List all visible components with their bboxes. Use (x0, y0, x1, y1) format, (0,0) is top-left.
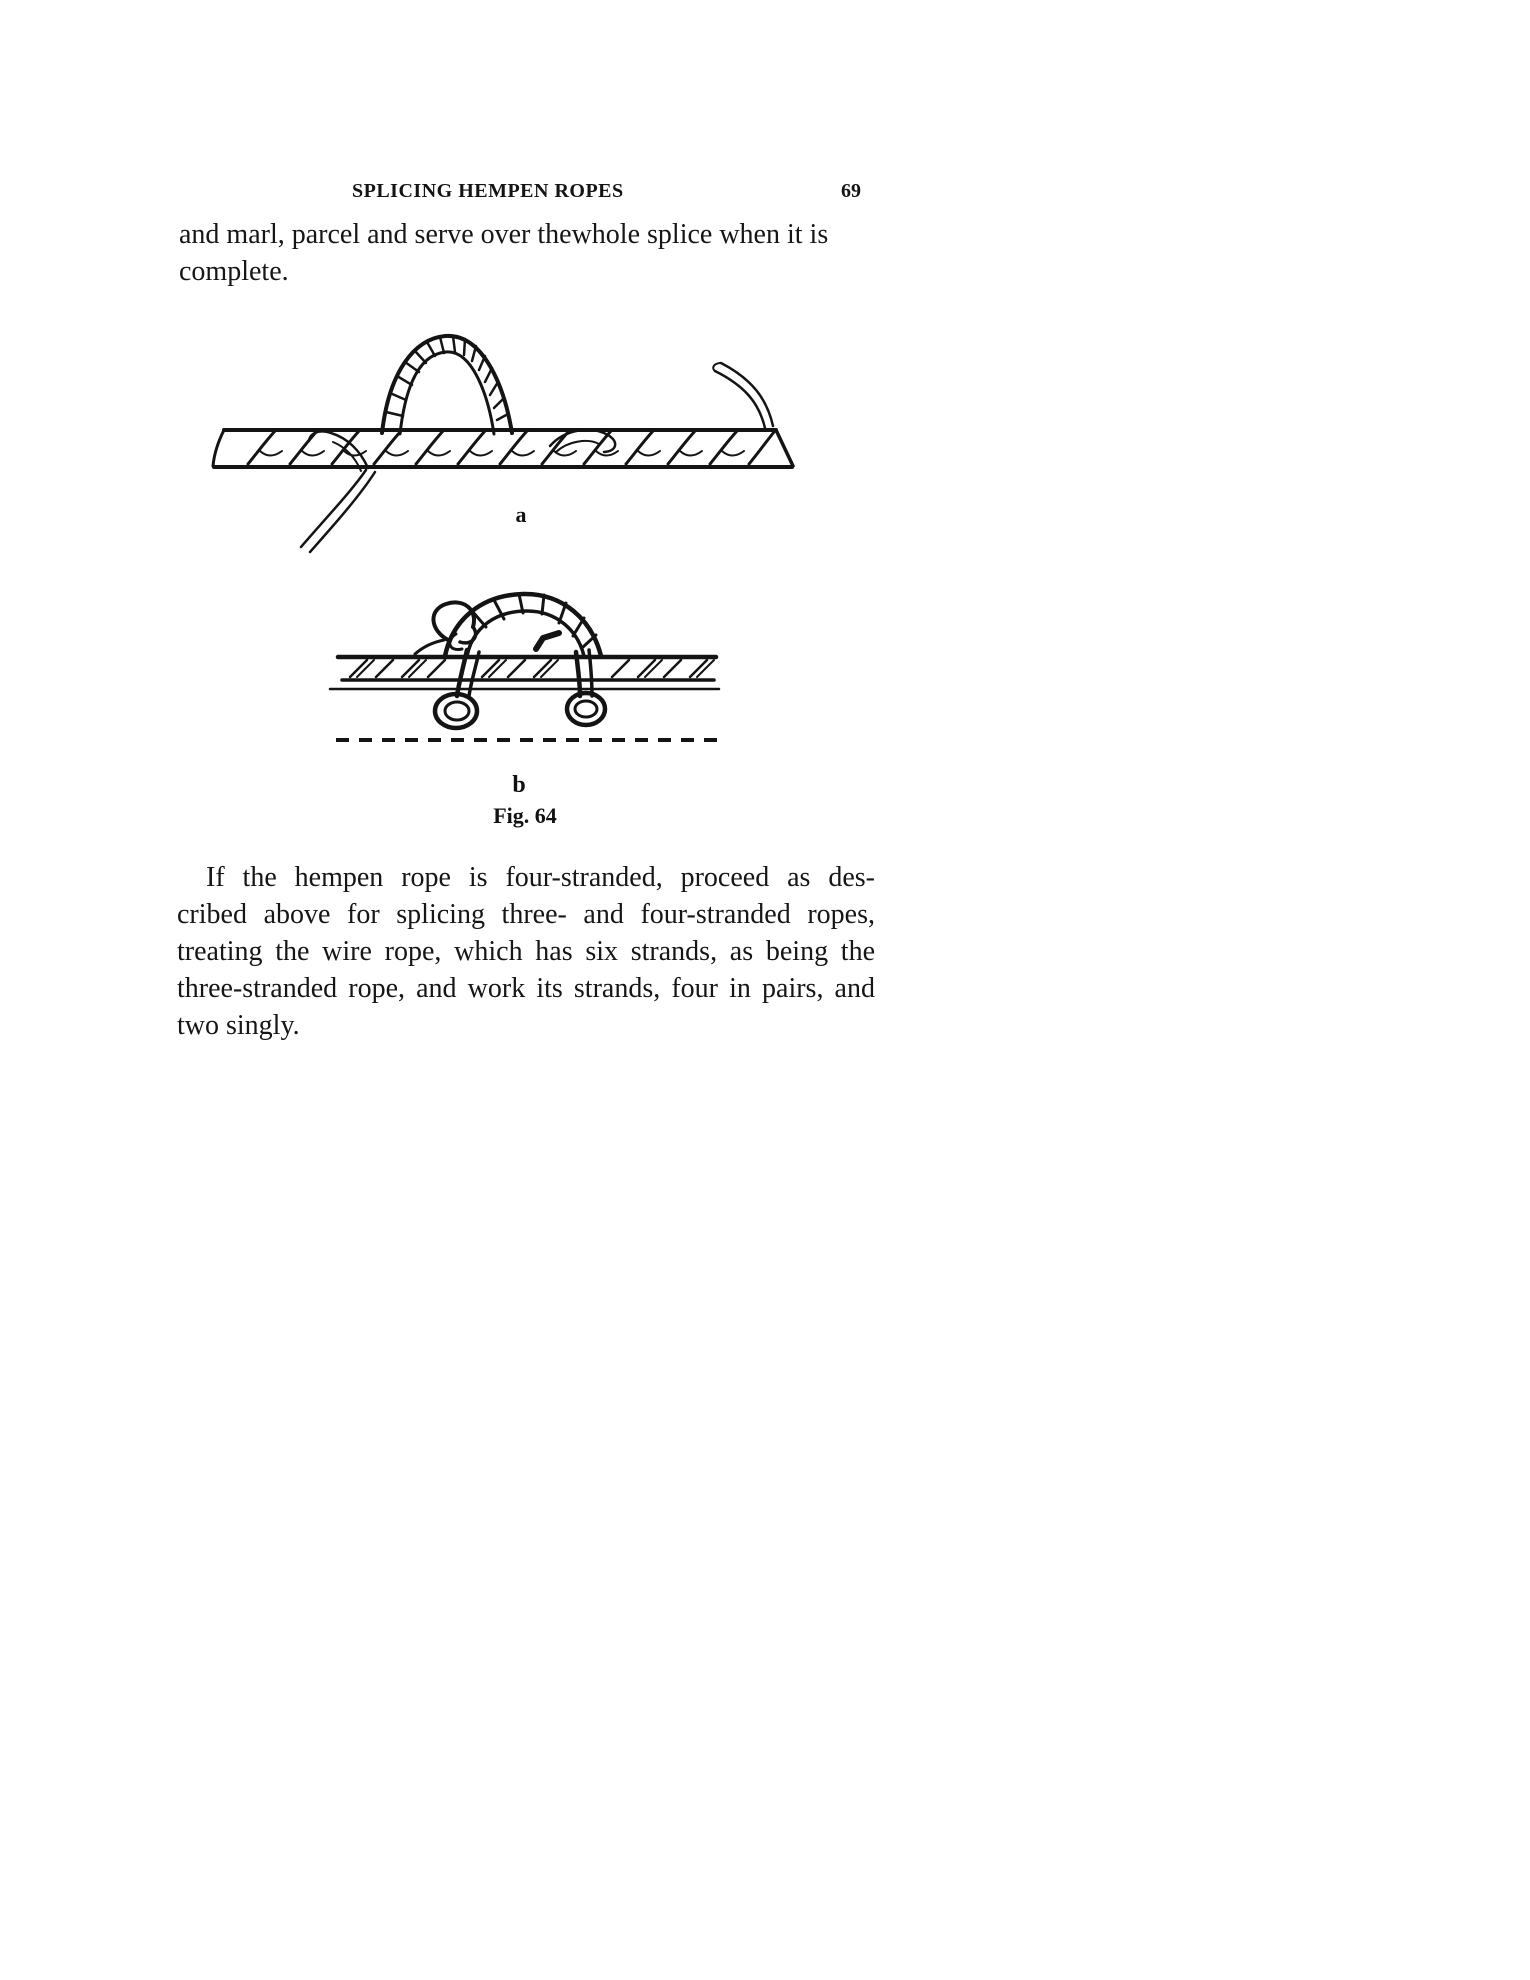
body-paragraph (177, 859, 875, 1044)
body-paragraph-line: three-stranded rope, and work its strands, four in pairs, and (177, 973, 875, 1004)
body-paragraph-line: treating the wire rope, which has six strands, as being the (177, 936, 875, 967)
figure-a-label: a (515, 502, 527, 527)
body-paragraph-line: If the hempen rope is four-stranded, proceed as des- (206, 862, 875, 893)
body-paragraph-line: cribed above for splicing three- and four-stranded ropes, (177, 899, 875, 930)
page-header-title: SPLICING HEMPEN ROPES (352, 180, 624, 202)
intro-paragraph (179, 216, 859, 290)
figure-caption: Fig. 64 (493, 803, 557, 828)
page-number: 69 (841, 180, 861, 202)
intro-paragraph-line: and marl, parcel and serve over thewhole splice when it is (179, 219, 829, 250)
intro-paragraph-line: complete. (179, 256, 289, 287)
figure-b-label: b (512, 772, 526, 798)
body-paragraph-line: two singly. (177, 1010, 300, 1041)
figure-b-rope-illustration (320, 580, 740, 760)
